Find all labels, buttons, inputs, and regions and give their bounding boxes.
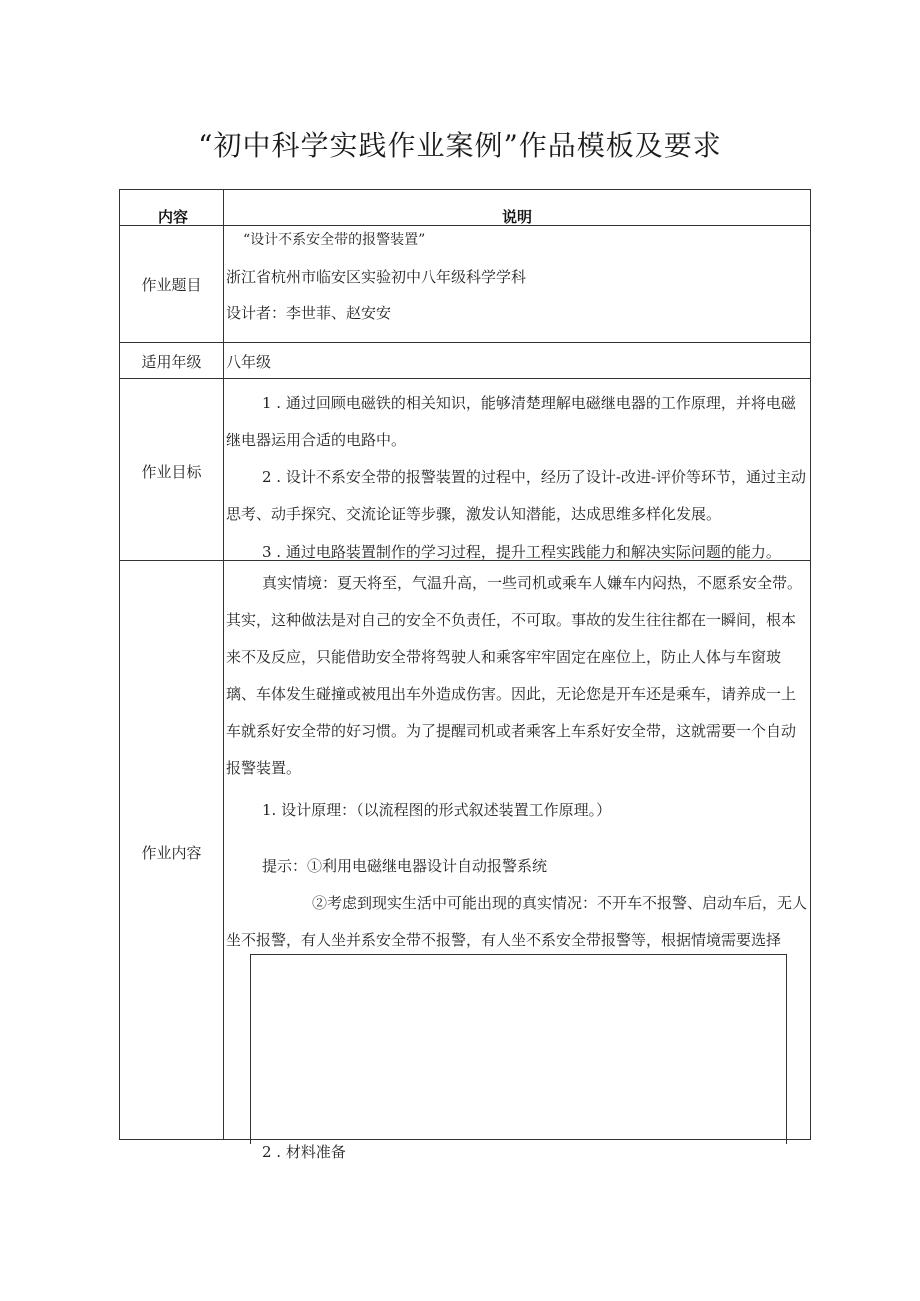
scenario-text: 真实情境：夏天将至，气温升高，一些司机或乘车人嫌车内闷热，不愿系安全带。其实，这种做法是对自己的安全不负责任，不可取。事故的发生往往都在一瞬间，根本来不及反应，只能借助安全带将驾驶人和乘客牢牢固定在座位上，防止人体与车窗玻璃、车体发生碰撞或被甩出车外造成伤害。因此，无论您是开车还是乘车，请养成一上车就系好安全带的好习惯。为了提醒司机或者乘客上车系好安全带，这就需要一个自动报警装置。 (226, 574, 803, 777)
goal-item: 3 . 通过电路装置制作的学习过程，提升工程实践能力和解决实际问题的能力。 (262, 543, 781, 560)
header-description: 说明 (502, 208, 533, 226)
hint-line-1: 提示：①利用电磁继电器设计自动报警系统 (262, 857, 548, 875)
template-table (119, 189, 811, 1140)
content-label: 作业内容 (141, 844, 202, 862)
hint-line-2-block (226, 885, 810, 959)
flowchart-answer-box (250, 954, 787, 1144)
design-principle: 1. 设计原理：（以流程图的形式叙述装置工作原理。） (262, 801, 612, 819)
header-content: 内容 (158, 208, 189, 226)
row-divider (120, 378, 810, 379)
page-title: “初中科学实践作业案例”作品模板及要求 (198, 129, 722, 162)
row-divider (120, 225, 810, 226)
goals-label: 作业目标 (141, 463, 202, 481)
row-divider (120, 342, 810, 343)
row-divider (120, 560, 810, 561)
materials-heading: 2 . 材料准备 (262, 1143, 346, 1161)
goals-text (226, 385, 810, 533)
column-divider (223, 190, 224, 1139)
topic-designer: 设计者：李世菲、赵安安 (226, 304, 392, 322)
grade-value: 八年级 (226, 353, 272, 371)
hint-line-2: ②考虑到现实生活中可能出现的真实情况：不开车不报警、启动车后，无人坐不报警，有人坐并系安全带不报警，有人坐不系安全带报警等，根据情境需要选择 (226, 894, 808, 949)
topic-school: 浙江省杭州市临安区实验初中八年级科学学科 (226, 268, 527, 286)
topic-label: 作业题目 (141, 276, 202, 294)
topic-title: “设计不系安全带的报警装置” (243, 232, 426, 248)
goal-item: 1 . 通过回顾电磁铁的相关知识，能够清楚理解电磁继电器的工作原理，并将电磁继电器运用合适的电路中。 (226, 394, 796, 449)
content-scenario (226, 565, 810, 787)
goal-item: 2 . 设计不系安全带的报警装置的过程中，经历了设计-改进-评价等环节，通过主动思考、动手探究、交流论证等步骤，激发认知潜能，达成思维多样化发展。 (226, 468, 806, 523)
goal-item-clip (226, 530, 810, 560)
grade-label: 适用年级 (141, 353, 202, 371)
